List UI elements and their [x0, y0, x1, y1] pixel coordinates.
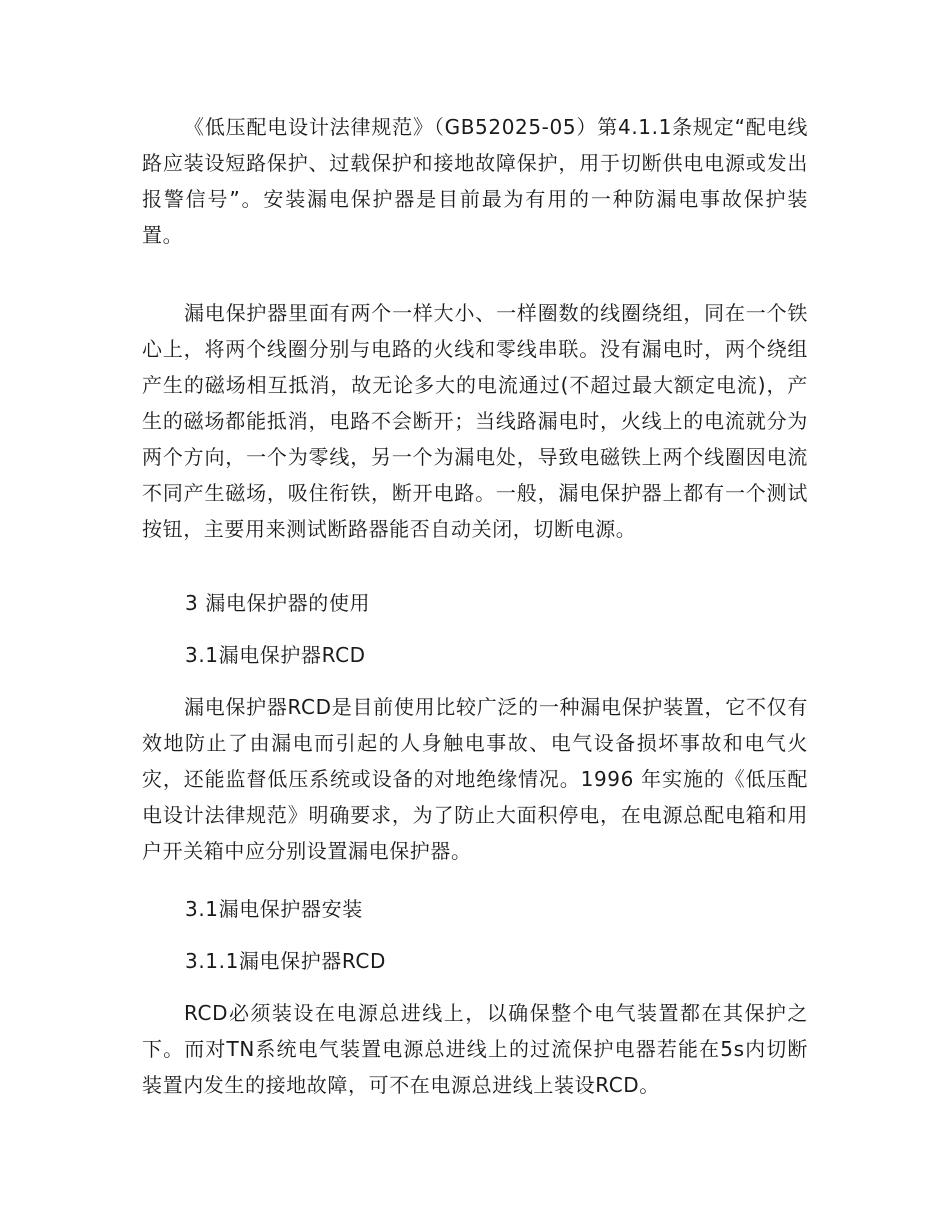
paragraph-regulation-quote: 《低压配电设计法律规范》（GB52025-05）第4.1.1条规定“配电线路应装设短路保护、过载保护和接地故障保护，用于切断供电电源或发出报警信号”。安装漏电保护器是目前最为有用的一种防漏电事故保护装置。 [142, 115, 808, 247]
paragraph-rcd-usage: 漏电保护器RCD是目前使用比较广泛的一种漏电保护装置，它不仅有效地防止了由漏电而引起的人身触电事故、电气设备损坏事故和电气火灾，还能监督低压系统或设备的对地绝缘情况。1996 年实施的《低压配电设计法律规范》明确要求，为了防止大面积停电，在电源总配电箱和用户开关箱中应分别设置漏电保护器。 [142, 695, 808, 863]
paragraph-rcd-principle: 漏电保护器里面有两个一样大小、一样圈数的线圈绕组，同在一个铁心上，将两个线圈分别与电路的火线和零线串联。没有漏电时，两个绕组产生的磁场相互抵消，故无论多大的电流通过(不超过最大额定电流)，产生的磁场都能抵消，电路不会断开；当线路漏电时，火线上的电流就分为两个方向，一个为零线，另一个为漏电处，导致电磁铁上两个线圈因电流不同产生磁场，吸住衔铁，断开电路。一般，漏电保护器上都有一个测试按钮，主要用来测试断路器能否自动关闭，切断电源。 [142, 301, 808, 541]
section-heading-3-1-rcd: 3.1漏电保护器RCD [185, 643, 366, 667]
paragraph-rcd-installation: RCD必须装设在电源总进线上，以确保整个电气装置都在其保护之下。而对TN系统电气装置电源总进线上的过流保护电器若能在5s内切断装置内发生的接地故障，可不在电源总进线上装设RCD。 [142, 1001, 808, 1097]
section-heading-3-1-installation: 3.1漏电保护器安装 [185, 897, 363, 921]
section-heading-3: 3 漏电保护器的使用 [185, 591, 371, 615]
section-heading-3-1-1: 3.1.1漏电保护器RCD [185, 949, 386, 973]
